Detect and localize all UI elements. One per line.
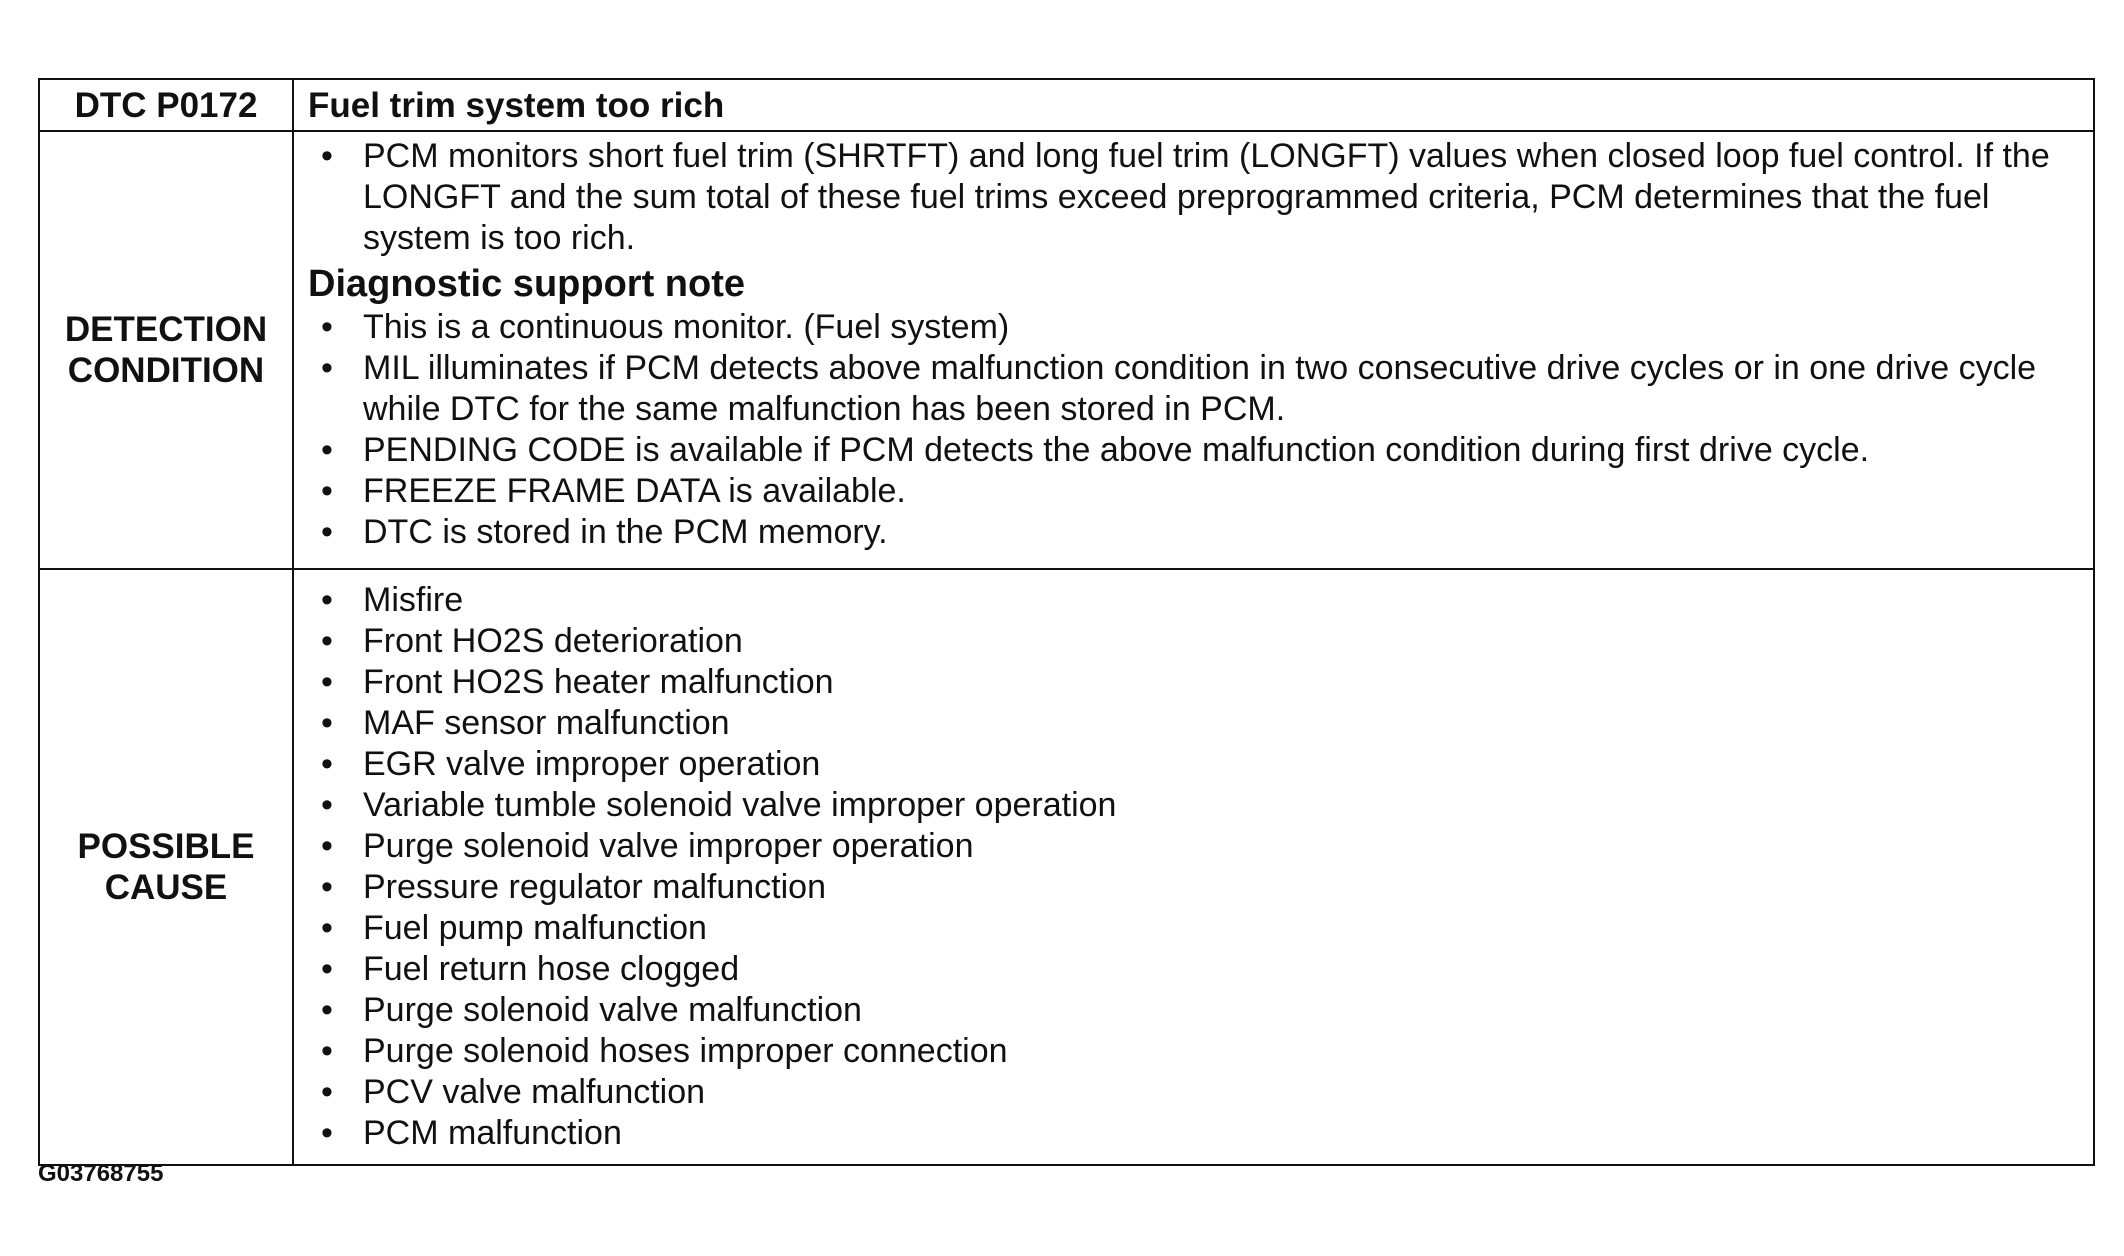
list-item [308,1113,2081,1154]
dtc-table [38,78,2095,1166]
cause-label-line1: POSSIBLE [77,827,255,866]
figure-id: G03768755 [38,1160,164,1187]
list-item-text: PCM malfunction [363,1114,622,1152]
list-item [308,1031,2081,1072]
list-item-text: This is a continuous monitor. (Fuel system) [363,308,1010,346]
list-item-text: PCM monitors short fuel trim (SHRTFT) and long fuel trim (LONGFT) values when closed loop fuel control. If the LONGFT and the sum total of these fuel trims exceed preprogrammed criteria, PCM determines that the fuel system is too rich. [363,137,2050,257]
diagnostic-note-list [308,307,2081,553]
list-item-text: Misfire [363,581,464,619]
list-item [308,949,2081,990]
header-row [39,79,2094,131]
bullet-icon: • [321,663,333,701]
list-item-text: Purge solenoid valve improper operation [363,827,974,865]
list-item [308,785,2081,826]
detection-label-line1: DETECTION [64,310,268,349]
bullet-icon: • [321,513,333,551]
list-item-text: Front HO2S deterioration [363,622,743,660]
detection-intro-list [308,136,2081,259]
bullet-icon: • [321,431,333,469]
bullet-icon: • [321,472,333,510]
list-item [308,662,2081,703]
cause-label-line2: CAUSE [104,868,228,907]
detection-row [39,131,2094,569]
bullet-icon: • [321,622,333,660]
list-item [308,908,2081,949]
list-item [308,580,2081,621]
list-item-text: Variable tumble solenoid valve improper operation [363,786,1117,824]
bullet-icon: • [321,827,333,865]
list-item [308,826,2081,867]
bullet-icon: • [321,349,333,387]
bullet-icon: • [321,909,333,947]
list-item-text: Fuel return hose clogged [363,950,740,988]
bullet-icon: • [321,704,333,742]
list-item-text: MIL illuminates if PCM detects above malfunction condition in two consecutive drive cycles or in one drive cycle while DTC for the same malfunction has been stored in PCM. [363,349,2037,428]
bullet-icon: • [321,786,333,824]
detection-condition-content [293,131,2094,569]
bullet-icon: • [321,1032,333,1070]
list-item [308,512,2081,553]
list-item-text: Purge solenoid hoses improper connection [363,1032,1008,1070]
list-item [308,621,2081,662]
list-item [308,1072,2081,1113]
bullet-icon: • [321,991,333,1029]
list-item [308,348,2081,430]
detection-label-line2: CONDITION [67,351,265,390]
dtc-title: Fuel trim system too rich [293,79,2094,131]
list-item-text: Fuel pump malfunction [363,909,707,947]
list-item [308,990,2081,1031]
cause-row [39,569,2094,1165]
list-item [308,867,2081,908]
detection-condition-label [39,131,293,569]
list-item-text: Pressure regulator malfunction [363,868,827,906]
list-item-text: PCV valve malfunction [363,1073,706,1111]
bullet-icon: • [321,137,333,175]
bullet-icon: • [321,745,333,783]
bullet-icon: • [321,1073,333,1111]
bullet-icon: • [321,868,333,906]
list-item [308,471,2081,512]
list-item [308,744,2081,785]
list-item-text: Front HO2S heater malfunction [363,663,834,701]
list-item-text: Purge solenoid valve malfunction [363,991,862,1029]
dtc-code: DTC P0172 [39,79,293,131]
list-item-text: DTC is stored in the PCM memory. [363,513,888,551]
list-item [308,307,2081,348]
possible-cause-list [308,580,2081,1154]
list-item [308,136,2081,259]
list-item-text: EGR valve improper operation [363,745,821,783]
bullet-icon: • [321,1114,333,1152]
list-item [308,430,2081,471]
bullet-icon: • [321,950,333,988]
bullet-icon: • [321,581,333,619]
list-item-text: PENDING CODE is available if PCM detects the above malfunction condition during first drive cycle. [363,431,1870,469]
possible-cause-label [39,569,293,1165]
possible-cause-content [293,569,2094,1165]
list-item-text: MAF sensor malfunction [363,704,730,742]
list-item [308,703,2081,744]
list-item-text: FREEZE FRAME DATA is available. [363,472,906,510]
bullet-icon: • [321,308,333,346]
diagnostic-support-note-heading: Diagnostic support note [308,263,745,305]
